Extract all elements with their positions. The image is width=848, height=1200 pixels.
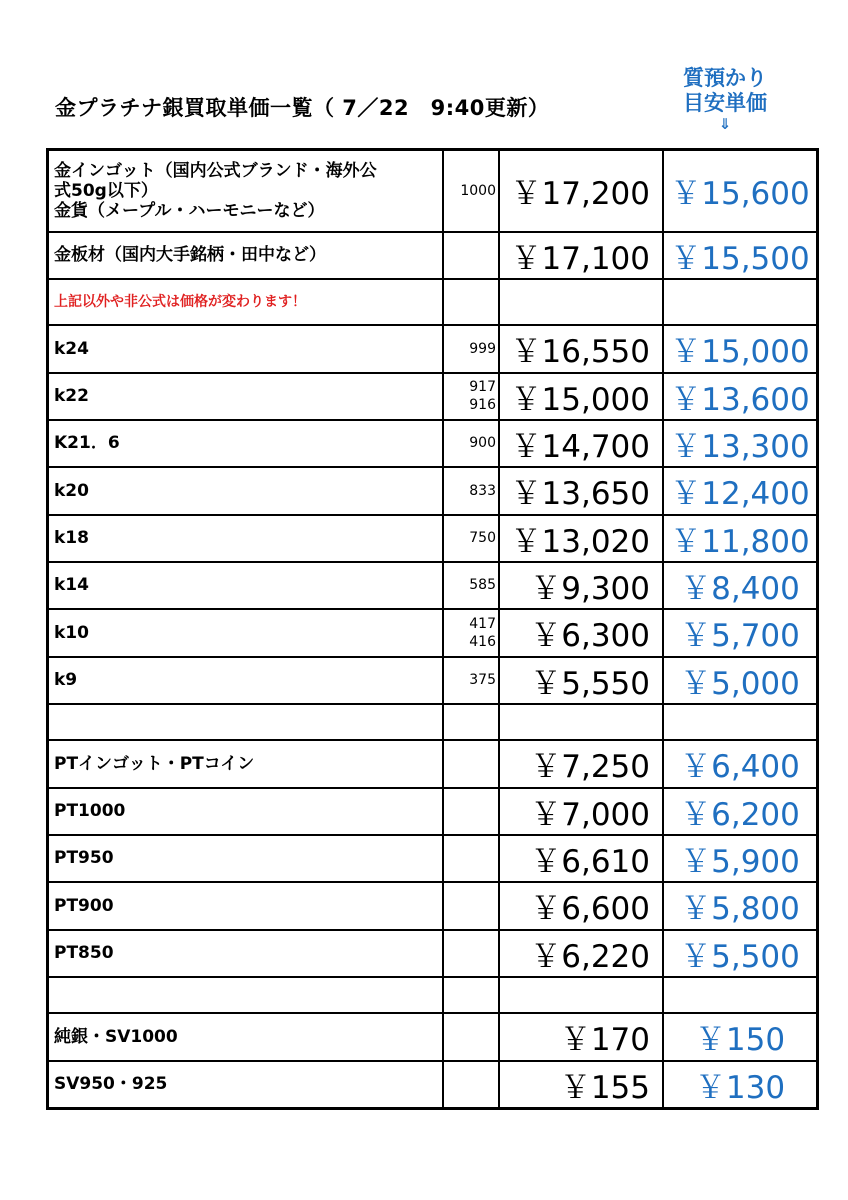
purity	[443, 373, 499, 420]
pawn-price: ￥5,500	[663, 930, 818, 977]
pawn-price: ￥130	[663, 1061, 818, 1109]
item-name	[48, 325, 444, 373]
purity-value: 1000	[460, 182, 496, 199]
table-row	[48, 279, 818, 325]
purity-value: 999	[469, 340, 496, 357]
purity	[443, 420, 499, 467]
table-row	[48, 835, 818, 882]
item-name-line: 純銀・SV1000	[54, 1026, 178, 1047]
pawn-price: ￥15,000	[663, 325, 818, 373]
buyback-price: ￥15,000	[499, 373, 663, 420]
buyback-price	[499, 977, 663, 1013]
table-row	[48, 373, 818, 420]
purity	[443, 515, 499, 562]
table-row	[48, 788, 818, 835]
purity	[443, 467, 499, 515]
item-name	[48, 657, 444, 704]
buyback-price: ￥6,600	[499, 882, 663, 930]
purity	[443, 882, 499, 930]
item-name-line: PT900	[54, 895, 114, 916]
price-table	[46, 148, 819, 1110]
buyback-price: ￥7,250	[499, 740, 663, 788]
table-row	[48, 467, 818, 515]
spacer-row	[48, 704, 818, 740]
item-name	[48, 1013, 444, 1061]
item-name-line: 金インゴット（国内公式ブランド・海外公	[54, 160, 377, 181]
item-name-line: PT950	[54, 848, 114, 868]
table-row	[48, 1061, 818, 1109]
buyback-price: ￥13,020	[499, 515, 663, 562]
item-name	[48, 420, 444, 467]
page-title: 金プラチナ銀買取単価一覧（ 7／22 9:40更新）	[55, 96, 550, 120]
item-name-line: k10	[54, 622, 89, 643]
table-row	[48, 882, 818, 930]
pawn-price-column-header	[650, 66, 800, 132]
pawn-price: ￥12,400	[663, 467, 818, 515]
purity	[443, 704, 499, 740]
purity	[443, 1061, 499, 1109]
pawn-price: ￥150	[663, 1013, 818, 1061]
table-row	[48, 740, 818, 788]
item-name	[48, 373, 444, 420]
purity-value: 900	[469, 435, 496, 451]
item-name-line: 金貨（メープル・ハーモニーなど）	[54, 200, 325, 221]
item-name-line: k9	[54, 670, 78, 690]
column-header-line1: 質預かり	[683, 66, 767, 90]
pawn-price: ￥13,300	[663, 420, 818, 467]
purity-value: 416	[469, 633, 496, 650]
purity-value: 833	[469, 482, 496, 499]
pawn-price: ￥5,800	[663, 882, 818, 930]
pawn-price: ￥8,400	[663, 562, 818, 609]
pawn-price	[663, 279, 818, 325]
pawn-price	[663, 977, 818, 1013]
pawn-price: ￥11,800	[663, 515, 818, 562]
item-name	[48, 515, 444, 562]
purity-value: 375	[469, 672, 496, 688]
buyback-price: ￥5,550	[499, 657, 663, 704]
table-row	[48, 930, 818, 977]
buyback-price	[499, 279, 663, 325]
pawn-price: ￥5,700	[663, 609, 818, 657]
buyback-price: ￥170	[499, 1013, 663, 1061]
buyback-price: ￥7,000	[499, 788, 663, 835]
table-row	[48, 657, 818, 704]
buyback-price: ￥6,610	[499, 835, 663, 882]
item-name-line: k14	[54, 575, 89, 595]
item-name-line: PT1000	[54, 801, 126, 821]
buyback-price: ￥13,650	[499, 467, 663, 515]
item-name	[48, 882, 444, 930]
spacer-row	[48, 977, 818, 1013]
purity	[443, 325, 499, 373]
buyback-price: ￥14,700	[499, 420, 663, 467]
purity-value: 585	[469, 577, 496, 593]
table-row	[48, 609, 818, 657]
notice-text	[48, 279, 444, 325]
buyback-price	[499, 704, 663, 740]
purity	[443, 930, 499, 977]
item-name-line: SV950・925	[54, 1074, 168, 1094]
table-row	[48, 562, 818, 609]
buyback-price: ￥155	[499, 1061, 663, 1109]
buyback-price: ￥6,300	[499, 609, 663, 657]
item-name	[48, 1061, 444, 1109]
item-name-line: 金板材（国内大手銘柄・田中など）	[54, 245, 326, 265]
item-name	[48, 562, 444, 609]
purity	[443, 609, 499, 657]
item-name-line: K21．6	[54, 433, 120, 453]
purity	[443, 835, 499, 882]
table-row	[48, 420, 818, 467]
purity	[443, 788, 499, 835]
pawn-price	[663, 704, 818, 740]
buyback-price: ￥17,100	[499, 232, 663, 279]
item-name-line: PT850	[54, 943, 114, 963]
item-name	[48, 150, 444, 232]
purity-value: 917	[469, 379, 496, 395]
item-name	[48, 788, 444, 835]
item-name-line: k24	[54, 338, 89, 359]
buyback-price: ￥17,200	[499, 150, 663, 232]
purity	[443, 1013, 499, 1061]
purity	[443, 740, 499, 788]
buyback-price: ￥9,300	[499, 562, 663, 609]
item-name-line: k18	[54, 528, 89, 548]
item-name	[48, 740, 444, 788]
item-name-line: k20	[54, 480, 89, 501]
down-arrow-icon: ⇓	[718, 115, 732, 133]
purity	[443, 150, 499, 232]
purity	[443, 562, 499, 609]
pawn-price: ￥6,200	[663, 788, 818, 835]
purity-value: 750	[469, 530, 496, 546]
pawn-price: ￥5,900	[663, 835, 818, 882]
column-header-line2: 目安単価	[683, 91, 767, 115]
table-row	[48, 515, 818, 562]
purity	[443, 232, 499, 279]
purity	[443, 279, 499, 325]
item-name	[48, 467, 444, 515]
pawn-price: ￥15,500	[663, 232, 818, 279]
item-name	[48, 977, 444, 1013]
item-name-line: k22	[54, 386, 89, 406]
item-name	[48, 835, 444, 882]
pawn-price: ￥5,000	[663, 657, 818, 704]
item-name	[48, 232, 444, 279]
purity	[443, 657, 499, 704]
table-row	[48, 325, 818, 373]
purity-value: 417	[469, 615, 496, 632]
buyback-price: ￥6,220	[499, 930, 663, 977]
pawn-price: ￥6,400	[663, 740, 818, 788]
pawn-price: ￥13,600	[663, 373, 818, 420]
buyback-price: ￥16,550	[499, 325, 663, 373]
table-row	[48, 150, 818, 232]
item-name	[48, 609, 444, 657]
purity-value: 916	[469, 397, 496, 413]
pawn-price: ￥15,600	[663, 150, 818, 232]
item-name-line: 式50g以下）	[54, 180, 158, 201]
table-row	[48, 232, 818, 279]
item-name	[48, 930, 444, 977]
purity	[443, 977, 499, 1013]
price-table-body	[48, 150, 818, 1109]
item-name-line: PTインゴット・PTコイン	[54, 753, 255, 774]
item-name-line: 上記以外や非公式は価格が変わります！	[54, 293, 306, 310]
item-name	[48, 704, 444, 740]
table-row	[48, 1013, 818, 1061]
